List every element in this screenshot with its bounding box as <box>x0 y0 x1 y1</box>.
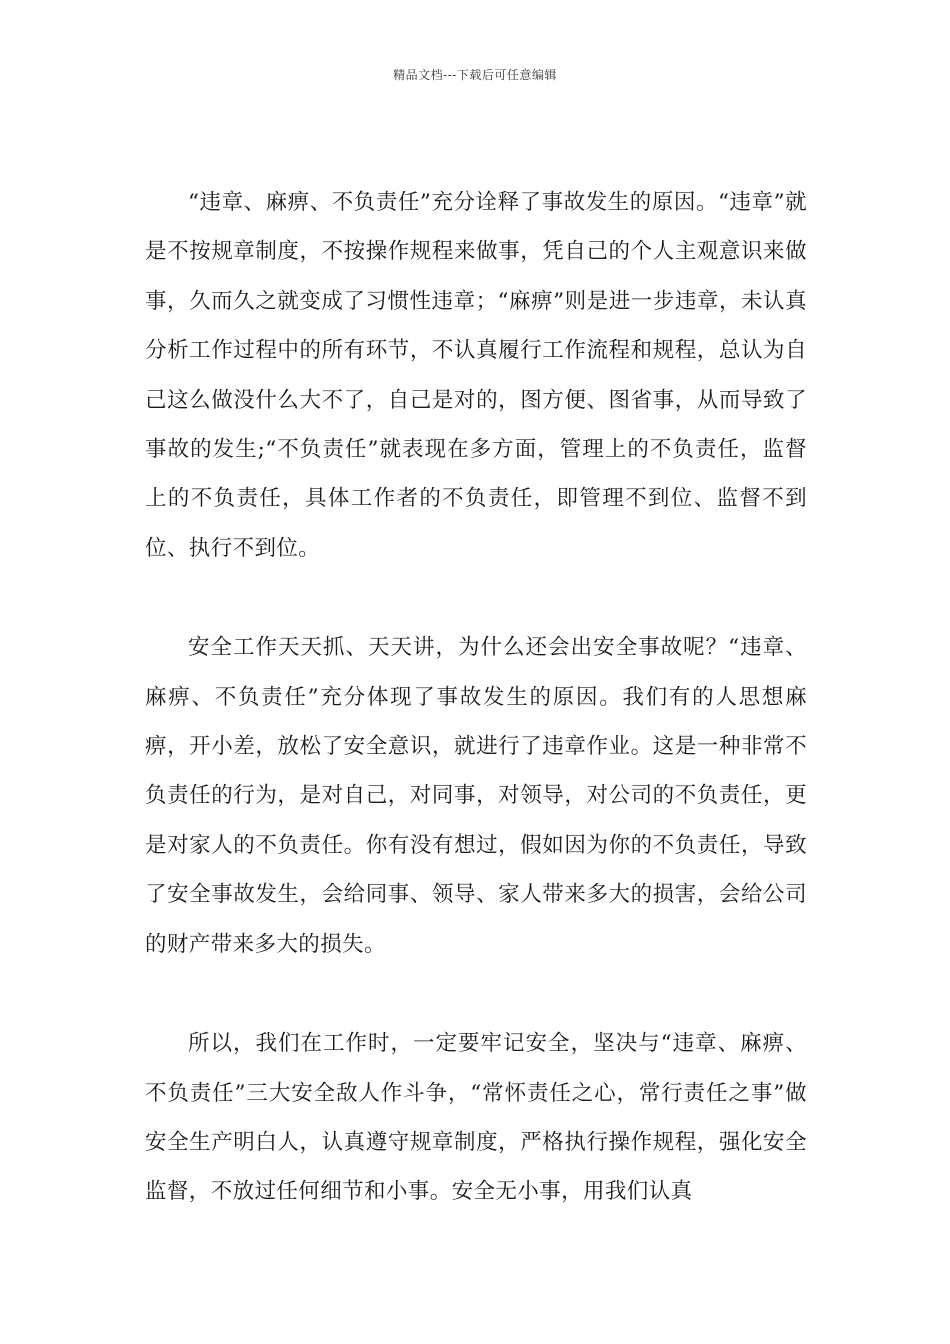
page-header: 精品文档---下载后可任意编辑 <box>393 68 557 82</box>
document-body <box>145 178 807 1267</box>
paragraph-2: 安全工作天天抓、天天讲，为什么还会出安全事故呢？“违章、麻痹、不负责任”充分体现了事故发生的原因。我们有的人思想麻痹，开小差，放松了安全意识，就进行了违章作业。这是一种非常不负责任的行为，是对自己，对同事，对领导，对公司的不负责任，更是对家人的不负责任。你有没有想过，假如因为你的不负责任，导致了安全事故发生，会给同事、领导、家人带来多大的损害，会给公司的财产带来多大的损失。 <box>145 635 807 957</box>
paragraph-1: “违章、麻痹、不负责任”充分诠释了事故发生的原因。“违章”就是不按规章制度，不按操作规程来做事，凭自己的个人主观意识来做事，久而久之就变成了习惯性违章；“麻痹”则是进一步违章，未认真分析工作过程中的所有环节，不认真履行工作流程和规程，总认为自己这么做没什么大不了，自己是对的，图方便、图省事，从而导致了事故的发生;“不负责任”就表现在多方面，管理上的不负责任，监督上的不负责任，具体工作者的不负责任，即管理不到位、监督不到位、执行不到位。 <box>145 190 807 561</box>
paragraph-3: 所以，我们在工作时，一定要牢记安全，坚决与“违章、麻痹、不负责任”三大安全敌人作斗争，“常怀责任之心，常行责任之事”做安全生产明白人，认真遵守规章制度，严格执行操作规程，强化安全监督，不放过任何细节和小事。安全无小事，用我们认真 <box>145 1031 807 1205</box>
